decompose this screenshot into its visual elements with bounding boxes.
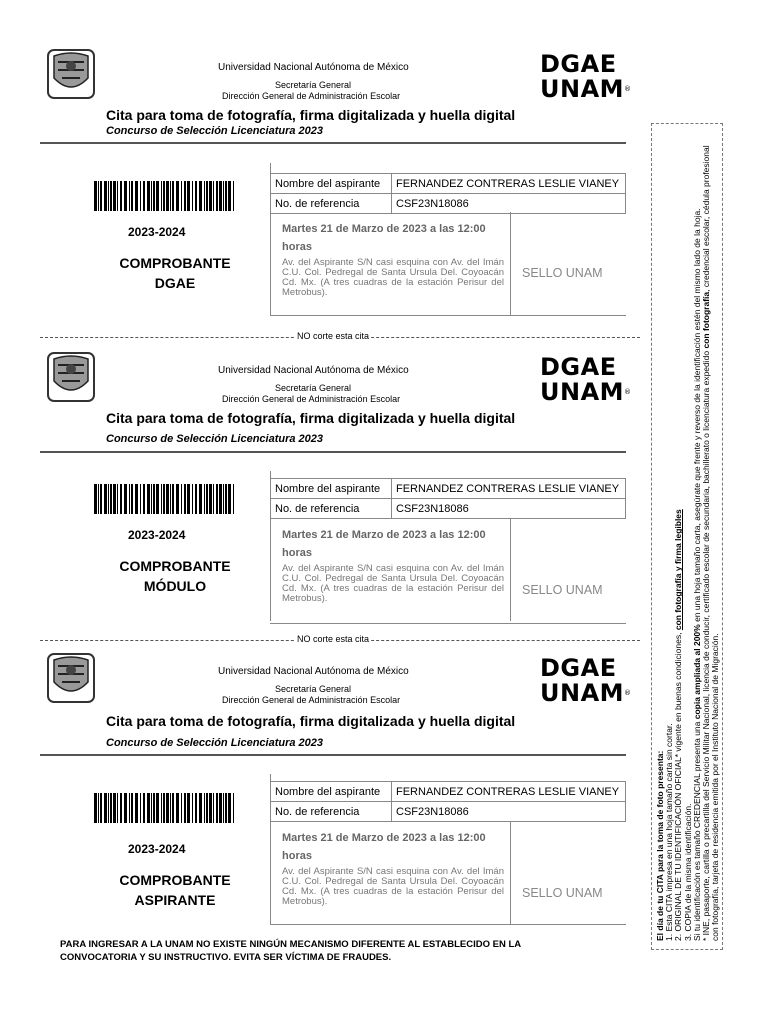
logo-line-2: UNAM® (540, 75, 632, 103)
requirements-heading: El día de tu CITA para la toma de foto presenta: (655, 750, 665, 941)
dgae-unam-logo (540, 50, 632, 103)
dgae-unam-logo (540, 654, 632, 707)
table-row: Nombre del aspirante FERNANDEZ CONTRERAS LESLIE VIANEY (271, 479, 626, 499)
secretaria-general: Secretaría General (275, 684, 352, 694)
applicant-table (270, 478, 626, 519)
document-subtitle: Concurso de Selección Licenciatura 2023 (106, 737, 324, 749)
appointment-address: Av. del Aspirante S/N casi esquina con Av. del Imán C.U. Col. Pedregal de Santa Ursula Del. Coyoacán Cd. Mx. (A tres cuadras de la estación Perisur del Metrobus). (282, 563, 504, 604)
cut-line (40, 634, 640, 644)
university-name: Universidad Nacional Autónoma de México (218, 62, 409, 73)
appointment-box (270, 212, 511, 316)
cut-notice: NO corte esta cita (297, 331, 370, 341)
period: 2023-2024 (128, 842, 186, 856)
appointment-section-modulo (0, 351, 640, 641)
appointment-section-dgae (0, 48, 640, 338)
appointment-date: Martes 21 de Marzo de 2023 a las 12:00 horas (282, 832, 486, 862)
logo-line-1: DGAE (540, 654, 617, 682)
direccion-general: Dirección General de Administración Escolar (222, 394, 401, 404)
fraud-warning: PARA INGRESAR A LA UNAM NO EXISTE NINGÚN MECANISMO DIFERENTE AL ESTABLECIDO EN LA CONVOCATORIA Y SU INSTRUCTIVO. EVITA SER VÍCTIMA DE FRAUDES. (60, 939, 521, 963)
logo-line-1: DGAE (540, 353, 617, 381)
document-title: Cita para toma de fotografía, firma digitalizada y huella digital (106, 713, 516, 729)
logo-line-2: UNAM® (540, 378, 632, 406)
period: 2023-2024 (128, 528, 186, 542)
requirement-1: 1. Esta CITA impresa en una hoja tamaño carta sin cortar. (664, 723, 675, 941)
table-row: Nombre del aspirante FERNANDEZ CONTRERAS LESLIE VIANEY (271, 782, 626, 802)
cut-notice: NO corte esta cita (297, 634, 370, 644)
requirement-2: 2. ORIGINAL DE TU IDENTIFICACIÓN OFICIAL* vigente en buenas condiciones, con fotografía y firma legibles (673, 509, 684, 941)
unam-seal-icon (40, 351, 102, 403)
divider (270, 315, 626, 316)
document-subtitle: Concurso de Selección Licenciatura 2023 (106, 125, 324, 137)
divider (270, 623, 626, 624)
unam-seal-icon (40, 652, 102, 704)
table-row: No. de referencia CSF23N18086 (271, 499, 626, 519)
barcode-icon (94, 181, 236, 211)
barcode-icon (94, 484, 236, 514)
appointment-date: Martes 21 de Marzo de 2023 a las 12:00 horas (282, 223, 486, 253)
sello-unam: SELLO UNAM (522, 583, 603, 597)
table-row: No. de referencia CSF23N18086 (271, 194, 626, 214)
document-title: Cita para toma de fotografía, firma digitalizada y huella digital (106, 410, 516, 426)
secretaria-general: Secretaría General (275, 80, 352, 90)
logo-line-1: DGAE (540, 50, 617, 78)
comprobante-label: COMPROBANTE DGAE (119, 255, 231, 291)
unam-seal-icon (40, 48, 102, 100)
requirement-4: Si tu identificación es tamaño CREDENCIAL presenta una copia ampliada al 200% en una hoja tamaño carta, asegúrate que frente y reverso de la identificación estén del mismo lado de la hoja. (691, 208, 702, 941)
document-title: Cita para toma de fotografía, firma digitalizada y huella digital (106, 107, 516, 123)
divider (40, 142, 626, 144)
comprobante-label: COMPROBANTE MÓDULO (119, 558, 231, 594)
barcode-icon (94, 793, 236, 823)
direccion-general: Dirección General de Administración Escolar (222, 91, 401, 101)
appointment-section-aspirante (0, 652, 640, 942)
secretaria-general: Secretaría General (275, 383, 352, 393)
period: 2023-2024 (128, 225, 186, 239)
dgae-unam-logo (540, 353, 632, 406)
university-name: Universidad Nacional Autónoma de México (218, 365, 409, 376)
appointment-box (270, 518, 511, 621)
sello-unam: SELLO UNAM (522, 266, 603, 280)
divider (40, 754, 626, 756)
table-row: No. de referencia CSF23N18086 (271, 802, 626, 822)
direccion-general: Dirección General de Administración Escolar (222, 695, 401, 705)
document-subtitle: Concurso de Selección Licenciatura 2023 (106, 433, 324, 445)
appointment-address: Av. del Aspirante S/N casi esquina con Av. del Imán C.U. Col. Pedregal de Santa Ursula Del. Coyoacán Cd. Mx. (A tres cuadras de la estación Perisur del Metrobus). (282, 866, 504, 907)
cut-line (40, 331, 640, 341)
requirements-text (656, 131, 720, 941)
table-row: Nombre del aspirante FERNANDEZ CONTRERAS LESLIE VIANEY (271, 174, 626, 194)
logo-line-2: UNAM® (540, 679, 632, 707)
applicant-table (270, 781, 626, 822)
appointment-date: Martes 21 de Marzo de 2023 a las 12:00 horas (282, 529, 486, 559)
comprobante-label: COMPROBANTE ASPIRANTE (119, 872, 231, 908)
divider (270, 924, 626, 925)
requirement-3: 3. COPIA de la misma identificación. (682, 803, 693, 941)
requirement-5: * INE, pasaporte, cartilla o precartilla del Servicio Militar Nacional, licencia de conducir, certificado escolar de secundaria, bachillerato o licenciatura expedido con fotografía, credencial escolar, cédula profesional con fotografía, tarjeta de residencia emitida por el Instituto Nacional de Migración. (701, 145, 721, 941)
university-name: Universidad Nacional Autónoma de México (218, 666, 409, 677)
appointment-address: Av. del Aspirante S/N casi esquina con Av. del Imán C.U. Col. Pedregal de Santa Ursula Del. Coyoacán Cd. Mx. (A tres cuadras de la estación Perisur del Metrobus). (282, 257, 504, 298)
divider (40, 451, 626, 453)
sello-unam: SELLO UNAM (522, 886, 603, 900)
appointment-box (270, 821, 511, 924)
applicant-table (270, 173, 626, 214)
requirements-box (651, 123, 723, 950)
